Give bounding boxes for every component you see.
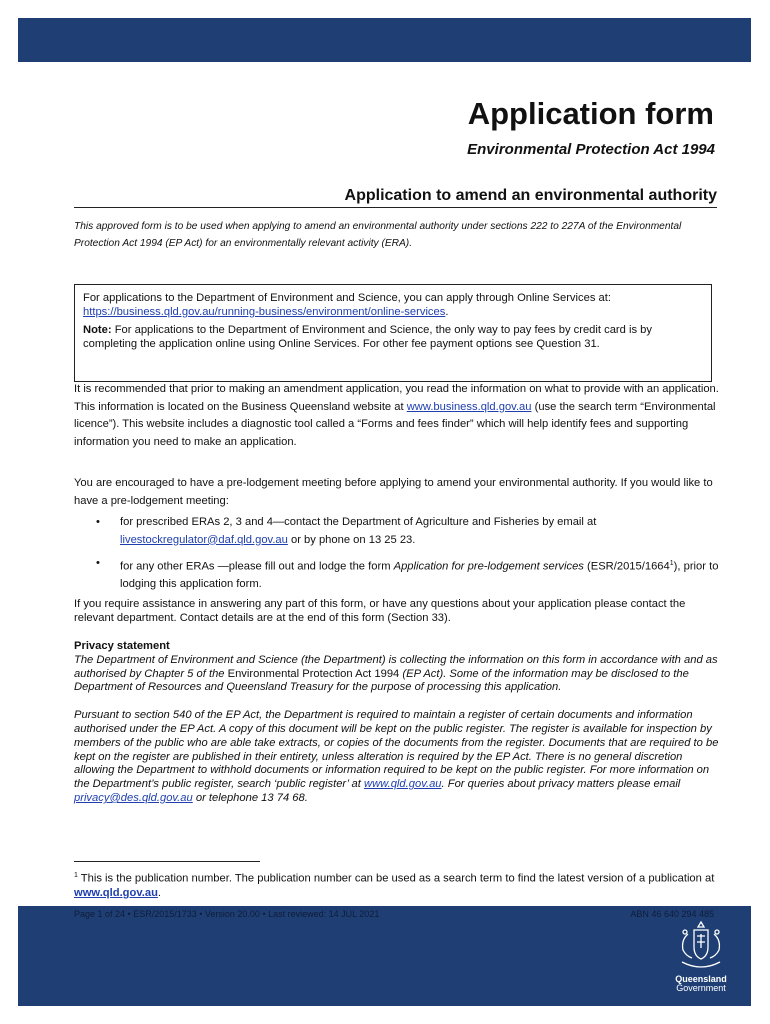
bullet-icon: • [96, 516, 100, 528]
footnote-ref: 1 [669, 560, 674, 567]
privacy-text: or telephone 13 74 68. [192, 791, 308, 804]
privacy-paragraph [74, 654, 724, 695]
notice-note [83, 323, 701, 351]
footer-band [18, 906, 751, 1006]
privacy-paragraph [74, 709, 724, 806]
online-services-notice [74, 284, 712, 382]
assistance-paragraph: If you require assistance in answering any part of this form, or have any questions about your application please contact the relevant department. Contact details are at the end of this form (Section 33). [74, 598, 686, 624]
bullet-text: (ESR/2015/1664 [583, 560, 670, 573]
list-item [74, 555, 724, 594]
footnote-link[interactable]: www.qld.gov.au [74, 886, 158, 899]
footnote-divider [74, 861, 260, 862]
privacy-email-link[interactable]: privacy@des.qld.gov.au [74, 791, 193, 804]
form-subtitle: Application to amend an environmental authority [74, 187, 717, 208]
qld-gov-link[interactable]: www.qld.gov.au [363, 778, 442, 791]
privacy-statement [74, 640, 724, 820]
recommendation-paragraph [74, 381, 724, 451]
footnote-number: 1 [74, 872, 78, 879]
privacy-heading: Privacy statement [74, 640, 170, 652]
abn: ABN 46 640 294 485 [630, 909, 714, 919]
form-name: Application for pre-lodgement services [393, 560, 584, 573]
livestock-email-link[interactable]: livestockregulator@daf.qld.gov.au [120, 533, 288, 546]
note-label: Note: [83, 324, 112, 336]
online-services-link[interactable]: https://business.qld.gov.au/running-business/environment/online-services [83, 306, 446, 318]
act-name: Environmental Protection Act 1994 [467, 141, 715, 158]
privacy-text: (EP Act). Some of the information may be disclosed to the Department of Resources and Queensland Treasury for the purpose of processing this application. [74, 667, 689, 694]
bullet-text: ), prior to lodging this application form. [120, 560, 719, 591]
intro-text: This approved form is to be used when applying to amend an environmental authority under sections 222 to 227A of the Environmental Protection Act 1994 (EP Act) for an environmentally relevant activity (ERA). [74, 221, 682, 249]
logo-line-government: Government [676, 983, 726, 993]
bullet-icon: • [96, 557, 100, 569]
bullet-text: for any other ERAs —please fill out and lodge the form [120, 560, 394, 573]
note-text: For applications to the Department of Environment and Science, the only way to pay fees by credit card is by completing the application online using Online Services. For other fee payment options see Question 31. [83, 324, 652, 350]
pre-lodgement-paragraph: You are encouraged to have a pre-lodgement meeting before applying to amend your environmental authority. If you would like to have a pre-lodgement meeting: [74, 477, 713, 507]
business-qld-link[interactable]: www.business.qld.gov.au [406, 400, 532, 413]
queensland-government-logo [668, 975, 734, 993]
list-item [74, 514, 724, 549]
para1-text-b: (use the search term “Environmental licence”). This website includes a diagnostic tool called a “Forms and fees finder” which will help identify fees and supporting information you need to make an application. [74, 400, 716, 448]
privacy-text: . For queries about privacy matters please email [441, 778, 681, 791]
act-reference: Environmental Protection Act 1994 [227, 667, 400, 680]
logo-line-queensland: Queensland [675, 974, 727, 984]
para1-text-a: It is recommended that prior to making an amendment application, you read the information on what to provide with an application. This information is located on the Business Queensland website at [74, 383, 719, 413]
privacy-text: The Department of Environment and Science (the Department) is collecting the information on this form in accordance with and as authorised by Chapter 5 of the [74, 653, 718, 680]
header-band [18, 18, 751, 62]
queensland-crest-icon [672, 916, 730, 974]
bullet-text: for prescribed ERAs 2, 3 and 4—contact the Department of Agriculture and Fisheries by email at [120, 516, 597, 528]
footnote-text: This is the publication number. The publication number can be used as a search term to find the latest version of a publication at [77, 872, 715, 885]
notice-line [83, 291, 701, 319]
footnote-end: . [157, 886, 162, 899]
pre-lodgement-list [74, 514, 724, 600]
footnote [74, 869, 724, 900]
bullet-text: or by phone on 13 25 23. [287, 533, 416, 546]
notice-text: For applications to the Department of Environment and Science, you can apply through Online Services at: [83, 292, 611, 304]
page-info: Page 1 of 24 • ESR/2015/1733 • Version 20.00 • Last reviewed: 14 JUL 2021 [74, 909, 380, 919]
notice-link-suffix: . [445, 306, 449, 318]
page-title: Application form [467, 96, 714, 131]
privacy-text: Pursuant to section 540 of the EP Act, the Department is required to maintain a register of certain documents and information authorised under the EP Act. A copy of this document will be kept on the public register. The register is available for inspection by members of the public who are able take extracts, or copies of the documents from the register. Documents that are required to be kept on the register are published in their entirety, unless alteration is required by the EP Act. There is no general discretion allowing the Department to withhold documents or information required to be kept on the public register. For more information on the Department’s public register, search ‘public register’ at [74, 709, 719, 791]
